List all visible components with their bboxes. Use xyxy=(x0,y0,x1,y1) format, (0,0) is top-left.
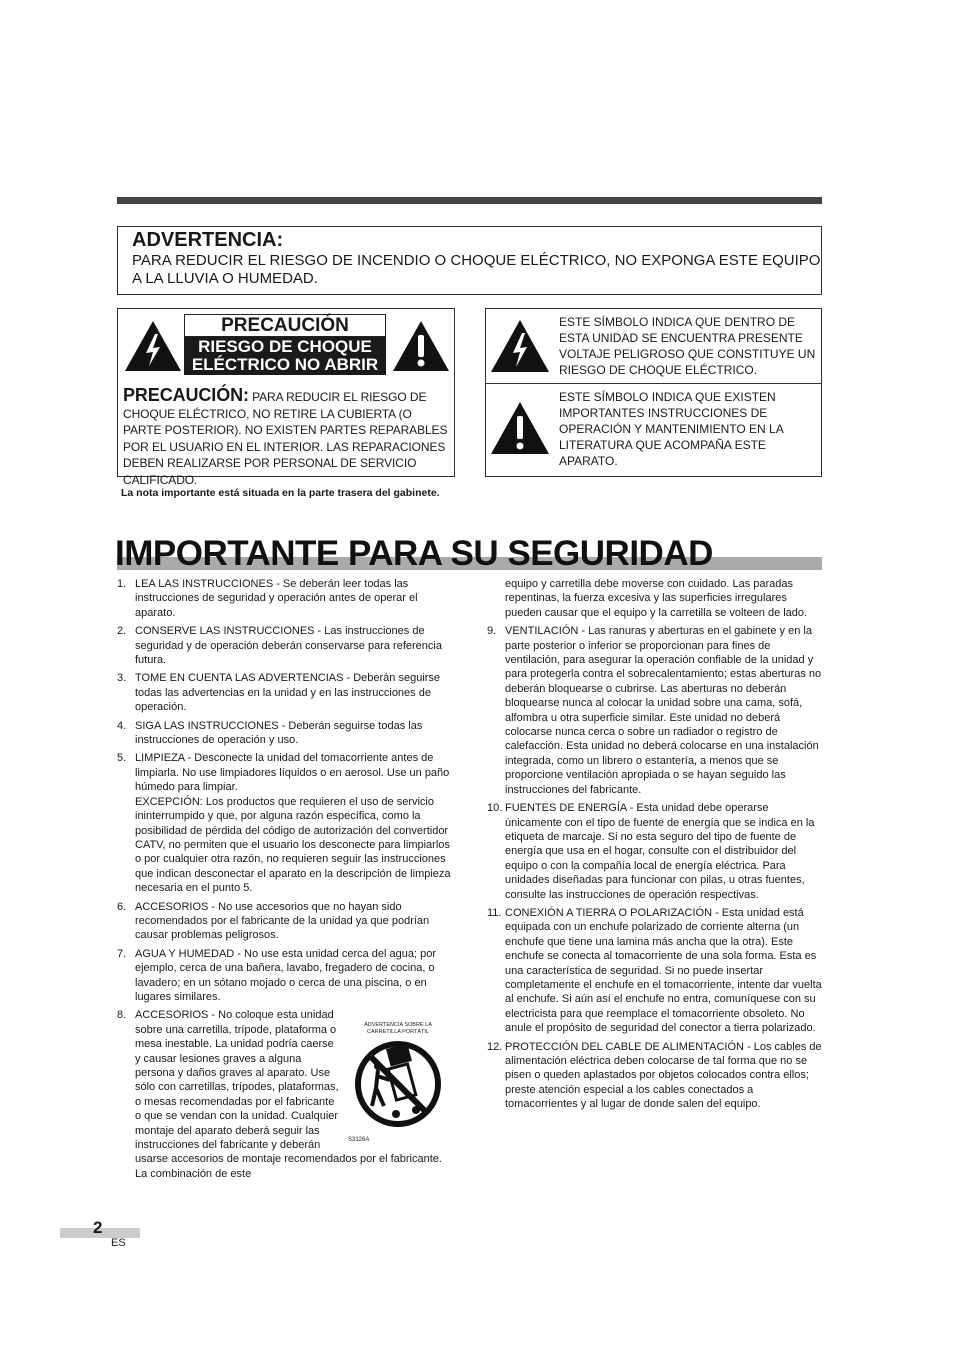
plate-title: PRECAUCIÓN xyxy=(184,314,386,337)
item-text: TOME EN CUENTA LAS ADVERTENCIAS - Deberán seguirse todas las advertencias en la unidad y en las instrucciones de operación. xyxy=(135,672,441,714)
plate-body xyxy=(184,337,386,375)
lightning-warning-icon xyxy=(124,320,182,372)
item-number: 12. xyxy=(487,1040,503,1053)
list-item xyxy=(117,947,452,1005)
exclamation-symbol-text: ESTE SÍMBOLO INDICA QUE EXISTEN IMPORTANTES INSTRUCCIONES DE OPERACIÓN Y MANTENIMIENTO EN LA LITERATURA QUE ACOMPAÑA ESTE APARATO. xyxy=(559,390,784,468)
list-item xyxy=(117,577,452,620)
caution-plate xyxy=(184,314,386,374)
item-number: 7. xyxy=(117,947,127,960)
list-item xyxy=(487,906,823,1036)
list-item xyxy=(117,624,452,667)
item-text: ACCESORIOS - No use accesorios que no hayan sido recomendados por el fabricante de la unidad ya que podrían causar problemas peligrosos. xyxy=(135,900,430,942)
item-extra-text: EXCEPCIÓN: Los productos que requieren el uso de servicio ininterrumpido y que, por alguna razón específica, como la posibilidad de pérdida del código de autorización del convertidor CATV, no permiten que el usuario los desconecte para limpiarlos o por cualquier otra razón, no requieren seguir las instrucciones que indican desconectar el aparato en la descripción de limpieza necesaria en el punto 5. xyxy=(135,795,451,895)
item-text: ACCESORIOS - No coloque esta unidad sobre una carretilla, trípode, plataforma o mesa inestable. La unidad podría caerse y causar lesiones graves a alguna persona y daños graves al aparato. Use sólo con carretillas, trípodes, plataformas, o mesas recomendadas por el fabricante o que se vendan con la unidad. Cualquier montaje del aparato deberá seguir las instrucciones del fabricante y deberán usarse accesorios de montaje recomendados por el fabricante. La combinación de este xyxy=(135,1009,442,1180)
caution-text xyxy=(123,387,453,488)
top-rule xyxy=(117,197,822,204)
cabinet-note: La nota importante está situada en la parte trasera del gabinete. xyxy=(121,487,440,499)
symbols-divider xyxy=(486,383,821,384)
cart-tipping-icon xyxy=(348,1036,448,1128)
item-text: LEA LAS INSTRUCCIONES - Se deberán leer todas las instrucciones de seguridad y operación antes de operar el aparato. xyxy=(135,578,418,619)
list-item xyxy=(487,1040,823,1112)
item-number: 2. xyxy=(117,625,127,638)
language-code: ES xyxy=(111,1237,126,1249)
cart-code: S3126A xyxy=(348,1136,370,1143)
item-number: 5. xyxy=(117,752,127,765)
item-text: VENTILACIÓN - Las ranuras y aberturas en el gabinete y en la parte posterior o inferior se proporcionan para fines de ventilación, para asegurar la operación confiable de la unidad y para protegerla contra el sobrecalentamiento; estas aberturas no deberán bloquearse o cubrirse. Las aberturas no deberán bloquearse nunca al colocar la unidad sobre una cama, sofá, alfombra u otra superficie similar. Este unidad no deberá colocarse nunca cerca o sobre un radiador o registro de calefacción. Esta unidad no deberá colocarse en una instalación integrada, como un librero o estantería, a menos que se proporcione ventilación apropiada o se hayan seguido las instrucciones del fabricante. xyxy=(505,625,822,796)
lightning-symbol-text: ESTE SÍMBOLO INDICA QUE DENTRO DE ESTA UNIDAD SE ENCUENTRA PRESENTE VOLTAJE PELIGROSO QUE CONSTITUYE UN RIESGO DE CHOQUE ELÉCTRICO. xyxy=(559,315,816,377)
item-number: 9. xyxy=(487,625,497,638)
item-number: 10. xyxy=(487,802,503,815)
warning-text: PARA REDUCIR EL RIESGO DE INCENDIO O CHOQUE ELÉCTRICO, NO EXPONGA ESTE EQUIPO A LA LLUVIA O HUMEDAD. xyxy=(132,252,821,287)
item-number: 4. xyxy=(117,719,127,732)
item-text: PROTECCIÓN DEL CABLE DE ALIMENTACIÓN - Los cables de alimentación eléctrica deben colocarse de tal forma que no se pisen o queden aplastados por objetos colocados contra ellos; preste atención especial a los cables conectados a tomacorrientes y al lugar de donde salen del equipo. xyxy=(505,1040,822,1111)
page-number: 2 xyxy=(93,1218,103,1237)
list-item-8 xyxy=(117,1008,452,1181)
cart-caption: ADVERTENCIA SOBRE LA CARRETILLA PORTÁTIL xyxy=(364,1022,432,1036)
symbols-box xyxy=(485,308,822,477)
left-column xyxy=(117,577,452,1185)
item-text: CONSERVE LAS INSTRUCCIONES - Las instrucciones de seguridad y de operación deberán conservarse para referencia futura. xyxy=(135,625,442,667)
plate-line-1: RIESGO DE CHOQUE xyxy=(198,337,372,356)
exclamation-warning-icon xyxy=(392,320,450,372)
list-item xyxy=(117,719,452,748)
item-text: CONEXIÓN A TIERRA O POLARIZACIÓN - Esta unidad está equipada con un enchufe polarizado de corriente alterna (un enchufe que tiene una lamina más ancha que la otra). Este enchufe se conecta al tomacorriente de una sola forma. Esta es una característica de seguridad. Si no puede insertar completamente el enchufe en el tomacorriente, intente dar vuelta al enchufe. Si aún así el enchufe no entra, comuníquese con su electricista para que reemplace el tomacorriente obsoleto. No anule el propósito de seguridad del conector a tierra polarizado. xyxy=(505,906,822,1035)
item-8-continued: equipo y carretilla debe moverse con cuidado. Las paradas repentinas, la fuerza excesiva y las superficies irregulares pueden causar que el equipo y la carretilla se volteen de lado. xyxy=(505,578,808,619)
list-item xyxy=(117,900,452,943)
warning-title: ADVERTENCIA: xyxy=(132,229,284,251)
caution-body: PARA REDUCIR EL RIESGO DE CHOQUE ELÉCTRICO, NO RETIRE LA CUBIERTA (O PARTE POSTERIOR). NO EXISTEN PARTES REPARABLES POR EL USUARIO EN EL INTERIOR. LAS REPARACIONES DEBEN REALIZARSE POR PERSONAL DE SERVICIO CALIFICADO. xyxy=(123,390,448,487)
item-number: 1. xyxy=(117,578,127,590)
list-item xyxy=(487,801,823,902)
list-item xyxy=(117,671,452,714)
plate-line-2: ELÉCTRICO NO ABRIR xyxy=(191,355,379,374)
page-title: IMPORTANTE PARA SU SEGURIDAD xyxy=(115,534,713,573)
caution-heading: PRECAUCIÓN: xyxy=(123,385,249,405)
item-number: 3. xyxy=(117,672,127,685)
caution-box xyxy=(117,308,455,487)
warning-box xyxy=(117,226,822,295)
item-text: FUENTES DE ENERGÍA - Esta unidad debe operarse únicamente con el tipo de fuente de energía que se indica en la etiqueta de marcaje. Si no esta seguro del tipo de fuente de energía que usa en el hogar, consulte con el distribuidor del equipo o con la compañía local de energía eléctrica. Para unidades diseñadas para funcionar con pilas, u otras fuentes, consulte las instrucciones de operación respectivas. xyxy=(505,802,815,901)
cart-warning-figure xyxy=(348,1022,448,1147)
list-item xyxy=(117,751,452,895)
item-text: AGUA Y HUMEDAD - No use esta unidad cerca del agua; por ejemplo, cerca de una bañera, lavabo, fregadero de cocina, o lavadero; en un sótano mojado o cerca de una piscina, o en lugares similares. xyxy=(135,947,437,1003)
item-number: 6. xyxy=(117,900,127,913)
item-text: SIGA LAS INSTRUCCIONES - Deberán seguirse todas las instrucciones de operación y uso. xyxy=(135,719,423,747)
item-text: LIMPIEZA - Desconecte la unidad del tomacorriente antes de limpiarla. No use limpiadores líquidos o en aerosol. Use un paño húmedo para limpiar. xyxy=(135,752,450,794)
exclamation-symbol-icon xyxy=(490,401,550,455)
right-column xyxy=(487,577,823,1116)
item-number: 8. xyxy=(117,1009,127,1022)
lightning-symbol-icon xyxy=(490,319,550,373)
list-item xyxy=(487,624,823,797)
item-number: 11. xyxy=(487,906,502,919)
